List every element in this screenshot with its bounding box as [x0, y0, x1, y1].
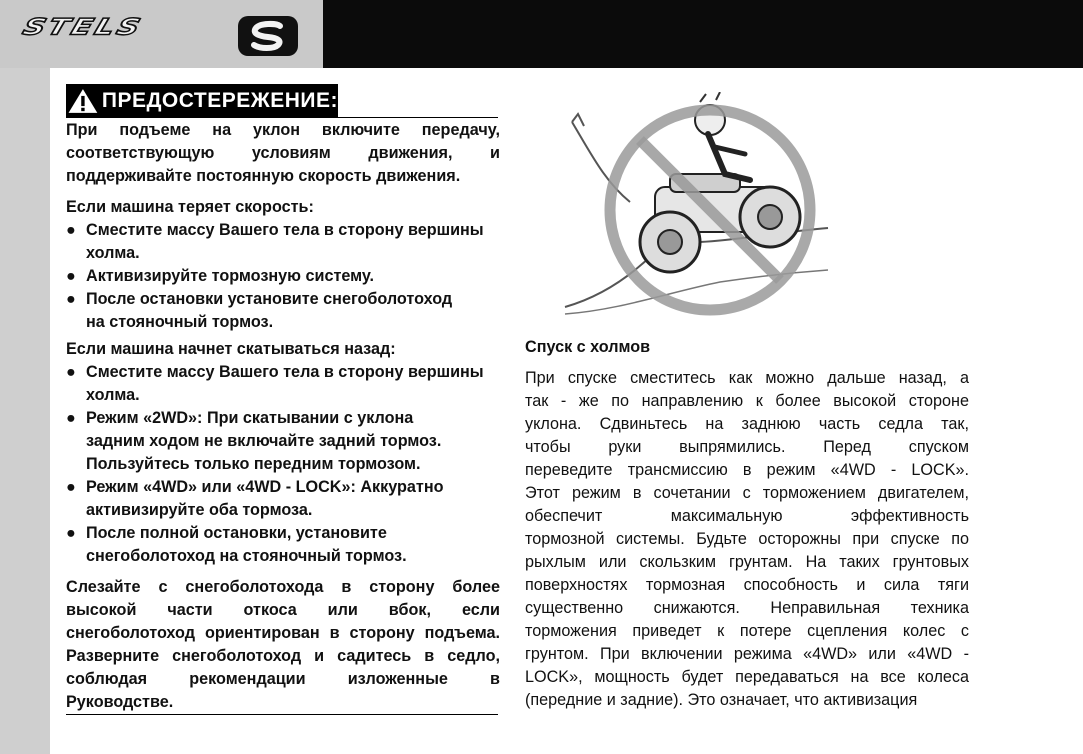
bullet-icon: ●	[66, 409, 76, 427]
descent-heading: Спуск с холмов	[525, 338, 651, 356]
warning-banner	[66, 84, 338, 118]
closing-line: снегоболотоход ориентирован в сторону подъема.	[66, 624, 500, 642]
descent-line: При спуске сместитесь как можно дальше назад, а	[525, 369, 969, 387]
descent-line: грунтом. При включении режима «4WD» или «4WD -	[525, 645, 969, 663]
descent-line: обеспечит максимальную эффективность	[525, 507, 969, 525]
speed-loss-heading: Если машина теряет скорость:	[66, 198, 314, 216]
warning-title: ПРЕДОСТЕРЕЖЕНИЕ:	[101, 89, 338, 112]
warning-divider	[338, 117, 498, 118]
descent-line: Этот режим в сочетании с торможением двигателем,	[525, 484, 969, 502]
brand-logo	[0, 0, 323, 68]
descent-line: уклона. Сдвиньтесь на заднюю часть седла так,	[525, 415, 969, 433]
closing-line: высокой части откоса или вбок, если	[66, 601, 500, 619]
page-sidebar	[0, 68, 50, 754]
descent-line: так - же по направлению к более высокой стороне	[525, 392, 969, 410]
bullet-icon: ●	[66, 524, 76, 542]
s-emblem-icon	[236, 14, 300, 58]
warning-bottom-divider	[66, 714, 498, 715]
warning-intro-line: соответствующую условиям движения, и	[66, 144, 500, 162]
descent-line: LOCK», мощность будет передаваться на все колеса	[525, 668, 969, 686]
descent-line: поверхностях тормозная способность и сила тяги	[525, 576, 969, 594]
descent-line: существенно снижаются. Неправильная техника	[525, 599, 969, 617]
descent-line: тормозной системы. Будьте осторожны при спуске по	[525, 530, 969, 548]
closing-line: Руководстве.	[66, 693, 174, 711]
warning-intro-line: При подъеме на уклон включите передачу,	[66, 121, 500, 139]
closing-line: Разверните снегоболотоход и садитесь в седло,	[66, 647, 500, 665]
warning-intro-line: поддерживайте постоянную скорость движения.	[66, 167, 461, 185]
atv-slope-prohibited-illustration	[560, 92, 830, 320]
bullet-icon: ●	[66, 478, 76, 496]
descent-line: переведите трансмиссию в режим «4WD - LOCK».	[525, 461, 969, 479]
closing-line: Слезайте с снегоболотохода в сторону более	[66, 578, 500, 596]
warning-triangle-icon	[66, 84, 100, 118]
bullet-icon: ●	[66, 221, 76, 239]
descent-line: рыхлым или скользким грунтам. На таких грунтовых	[525, 553, 969, 571]
rolling-back-heading: Если машина начнет скатываться назад:	[66, 340, 396, 358]
logo-wordmark: STELS	[19, 14, 147, 41]
descent-line: торможения приведет к потере сцепления колес с	[525, 622, 969, 640]
closing-line: соблюдая рекомендации изложенные в	[66, 670, 500, 688]
descent-line: (передние и задние). Это означает, что активизация	[525, 691, 918, 709]
descent-line: чтобы руки выпрямились. Перед спуском	[525, 438, 969, 456]
bullet-icon: ●	[66, 363, 76, 381]
bullet-icon: ●	[66, 290, 76, 308]
bullet-icon: ●	[66, 267, 76, 285]
